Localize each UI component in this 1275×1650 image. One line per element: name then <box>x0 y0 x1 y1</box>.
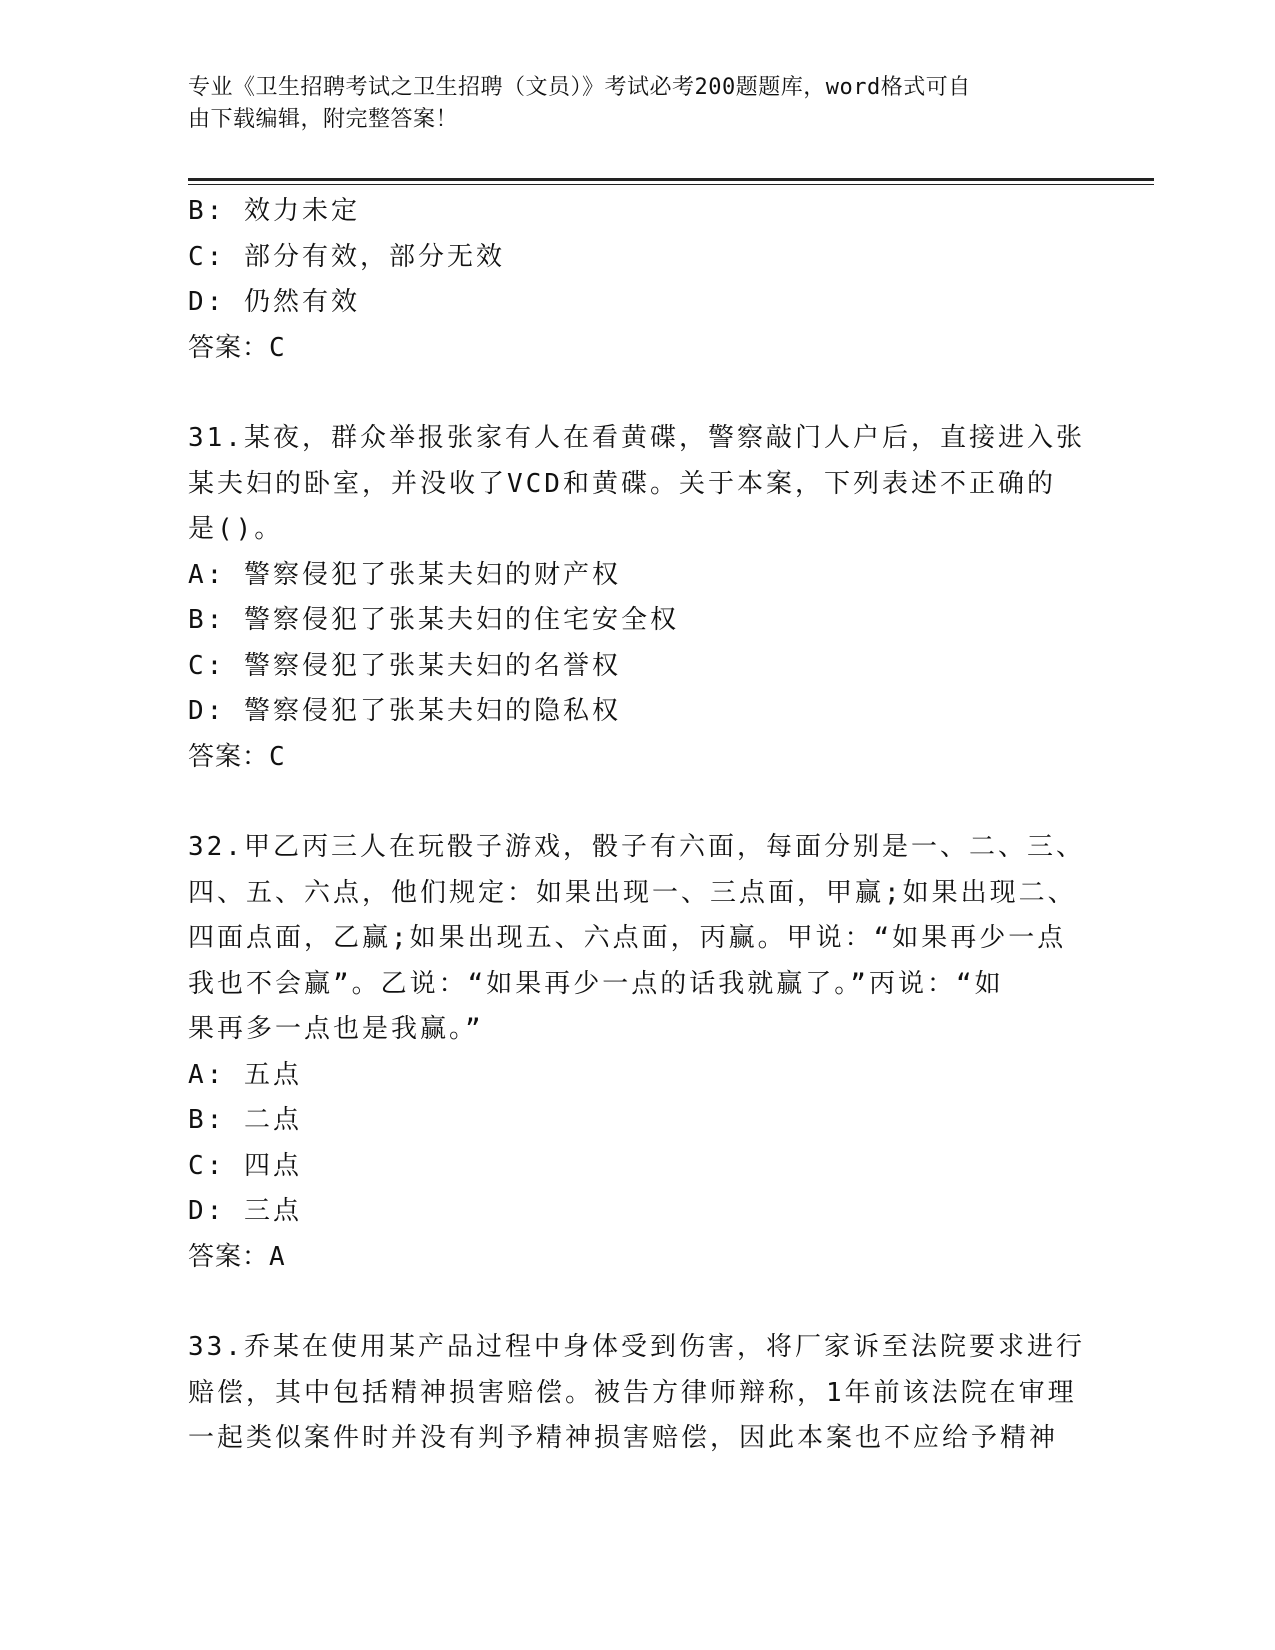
question-32 <box>188 825 1088 1280</box>
question-text-line: 果再多一点也是我赢。” <box>188 1014 484 1044</box>
question-text-line: 一起类似案件时并没有判予精神损害赔偿，因此本案也不应给予精神 <box>188 1423 1059 1453</box>
document-header <box>188 72 1068 136</box>
answer-line <box>188 326 1088 372</box>
question-30 <box>188 189 1088 371</box>
spacer <box>188 371 1088 416</box>
header-line-2: 由下载编辑，附完整答案！ <box>188 107 459 132</box>
option-a: A: 警察侵犯了张某夫妇的财产权 <box>188 559 621 590</box>
question-text-line: 我也不会赢”。乙说：“如果再少一点的话我就赢了。”丙说：“如 <box>188 968 1004 999</box>
answer-value: C <box>269 332 286 363</box>
question-text-line: 32.甲乙丙三人在玩骰子游戏，骰子有六面，每面分别是一、二、三、 <box>188 832 1085 862</box>
spacer <box>188 1280 1088 1325</box>
answer-line <box>188 1235 1088 1281</box>
option-a: A: 五点 <box>188 1059 302 1090</box>
option-b: B: 二点 <box>188 1105 302 1135</box>
question-list <box>188 189 1088 1462</box>
answer-label: 答案： <box>188 1241 270 1272</box>
question-text-line: 是()。 <box>188 514 284 544</box>
option-d: D: 警察侵犯了张某夫妇的隐私权 <box>188 696 621 726</box>
answer-line <box>188 735 1088 781</box>
answer-label: 答案： <box>188 741 270 772</box>
option-c: C: 警察侵犯了张某夫妇的名誉权 <box>188 650 621 681</box>
option-c: C: 四点 <box>188 1150 302 1181</box>
option-d: D: 三点 <box>188 1196 302 1226</box>
option-d: D: 仍然有效 <box>188 287 360 317</box>
question-text-line: 某夫妇的卧室，并没收了VCD和黄碟。关于本案，下列表述不正确的 <box>188 468 1056 499</box>
header-line-1: 专业《卫生招聘考试之卫生招聘（文员）》考试必考200题题库，word格式可自 <box>188 75 971 100</box>
question-text-line: 赔偿，其中包括精神损害赔偿。被告方律师辩称，1年前该法院在审理 <box>188 1377 1077 1408</box>
option-c: C: 部分有效，部分无效 <box>188 241 505 272</box>
question-text-line: 31.某夜，群众举报张家有人在看黄碟，警察敲门人户后，直接进入张 <box>188 423 1085 453</box>
question-text-line: 四、五、六点，他们规定：如果出现一、三点面，甲赢;如果出现二、 <box>188 877 1077 908</box>
question-31 <box>188 416 1088 780</box>
question-text-line: 33.乔某在使用某产品过程中身体受到伤害，将厂家诉至法院要求进行 <box>188 1332 1085 1362</box>
option-b: B: 效力未定 <box>188 196 360 226</box>
answer-value: A <box>269 1241 286 1272</box>
option-b: B: 警察侵犯了张某夫妇的住宅安全权 <box>188 605 679 635</box>
question-33 <box>188 1325 1088 1462</box>
spacer <box>188 780 1088 825</box>
header-divider-thick <box>188 178 1154 181</box>
answer-value: C <box>269 741 286 772</box>
header-divider-thin <box>188 184 1154 185</box>
answer-label: 答案： <box>188 332 270 363</box>
question-text-line: 四面点面，乙赢;如果出现五、六点面，丙赢。甲说：“如果再少一点 <box>188 923 1067 953</box>
